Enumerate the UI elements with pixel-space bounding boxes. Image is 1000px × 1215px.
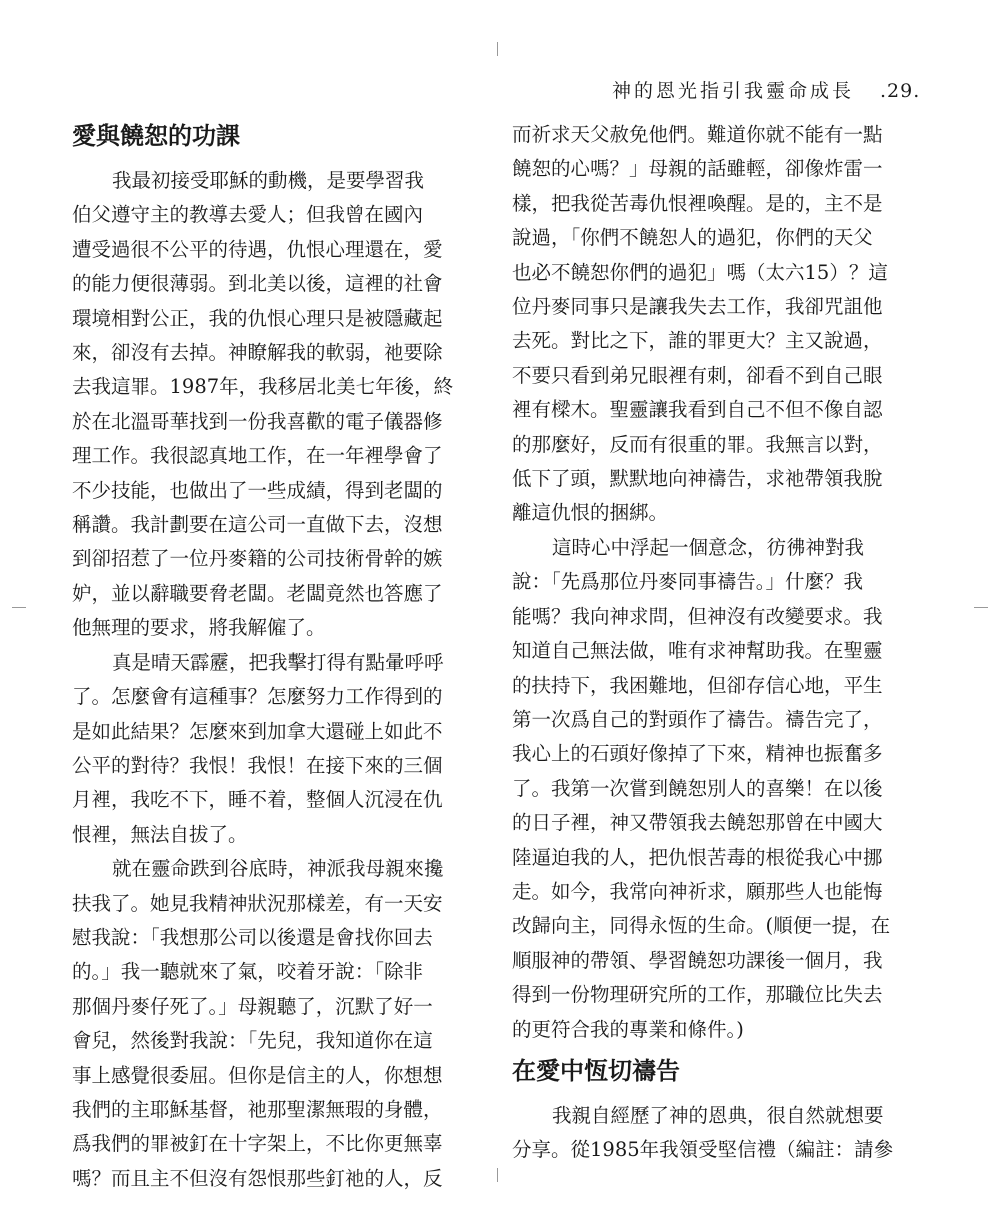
text-line: 了。怎麼會有這種事？怎麼努力工作得到的 <box>72 685 443 709</box>
text-line: 樣，把我從苦毒仇恨裡喚醒。是的，主不是 <box>512 191 883 215</box>
text-line: 事上感覺很委屈。但你是信主的人，你想想 <box>72 1063 443 1087</box>
text-line: 公平的對待？我恨！我恨！在接下來的三個 <box>72 753 443 777</box>
running-title: 神的恩光指引我靈命成長 <box>612 80 855 102</box>
text-line: 真是晴天霹靂，把我擊打得有點暈呼呼 <box>112 650 444 674</box>
text-line: 不少技能，也做出了一些成績，得到老闆的 <box>72 478 443 502</box>
text-line: 於在北溫哥華找到一份我喜歡的電子儀器修 <box>72 409 443 433</box>
text-line: 知道自己無法做，唯有求神幫助我。在聖靈 <box>512 639 883 663</box>
text-line: 也必不饒恕你們的過犯」嗎（太六15）？這 <box>512 260 888 284</box>
text-line: 分享。從1985年我領受堅信禮（編註：請參 <box>512 1138 894 1162</box>
section-heading-forgiveness: 愛與饒恕的功課 <box>72 122 240 150</box>
text-line: 而祈求天父赦免他們。難道你就不能有一點 <box>512 123 883 146</box>
text-line: 我親自經歷了神的恩典，很自然就想要 <box>552 1103 884 1127</box>
right-after-paragraphs <box>512 1099 922 1168</box>
text-line: 會兒，然後對我說：「先兒，我知道你在這 <box>72 1029 433 1053</box>
text-line: 環境相對公正，我的仇恨心理只是被隱藏起 <box>72 306 443 330</box>
text-line: 說過，「你們不饒恕人的過犯，你們的天父 <box>512 226 873 250</box>
text-line: 我最初接受耶穌的動機，是要學習我 <box>112 169 425 192</box>
text-line: 裡有樑木。聖靈讓我看到自己不但不像自認 <box>512 398 883 422</box>
text-line: 說：「先爲那位丹麥同事禱告。」什麼？我 <box>512 570 864 594</box>
text-line: 得到一份物理研究所的工作，那職位比失去 <box>512 983 883 1007</box>
text-line: 稱讚。我計劃要在這公司一直做下去，沒想 <box>72 513 443 537</box>
text-line: 低下了頭，默默地向神禱告，求祂帶領我脫 <box>512 467 883 491</box>
right-column <box>512 118 922 1168</box>
text-line: 的日子裡，神又帶領我去饒恕那曾在中國大 <box>512 811 883 835</box>
page-number: .29. <box>880 80 921 102</box>
paragraph <box>512 1099 922 1168</box>
paragraph <box>512 531 922 1047</box>
text-line: 能嗎？我向神求問，但神沒有改變要求。我 <box>512 604 883 628</box>
text-line: 那個丹麥仔死了。」母親聽了，沉默了好一 <box>72 994 433 1018</box>
registration-mark-left <box>12 607 26 608</box>
text-line: 順服神的帶領、學習饒恕功課後一個月，我 <box>512 948 883 972</box>
right-paragraphs <box>512 118 922 1047</box>
text-line: 是如此結果？怎麼來到加拿大還碰上如此不 <box>72 719 443 743</box>
text-line: 去死。對比之下，誰的罪更大？主又說過， <box>512 329 883 353</box>
registration-mark-bottom <box>497 1168 498 1182</box>
left-column <box>72 118 482 1196</box>
text-line: 嗎？而且主不但沒有怨恨那些釘祂的人，反 <box>72 1166 443 1190</box>
text-line: 的。」我一聽就來了氣，咬着牙說：「除非 <box>72 960 424 984</box>
text-line: 慰我說：「我想那公司以後還是會找你回去 <box>72 925 433 949</box>
left-paragraphs <box>72 164 482 1196</box>
text-line: 去我這罪。1987年，我移居北美七年後，終 <box>72 375 454 399</box>
text-line: 的那麼好，反而有很重的罪。我無言以對， <box>512 432 883 456</box>
text-line: 陸逼迫我的人，把仇恨苦毒的根從我心中挪 <box>512 845 883 869</box>
text-line: 不要只看到弟兄眼裡有刺，卻看不到自己眼 <box>512 363 883 387</box>
text-line: 的能力便很薄弱。到北美以後，這裡的社會 <box>72 272 443 296</box>
text-line: 走。如今，我常向神祈求，願那些人也能悔 <box>512 879 883 903</box>
registration-mark-top <box>497 42 498 56</box>
text-line: 爲我們的罪被釘在十字架上，不比你更無辜 <box>72 1132 443 1156</box>
text-line: 的扶持下，我困難地，但卻存信心地，平生 <box>512 673 883 697</box>
text-line: 就在靈命跌到谷底時，神派我母親來攙 <box>112 857 444 881</box>
text-line: 這時心中浮起一個意念，彷彿神對我 <box>552 535 865 559</box>
text-line: 到卻招惹了一位丹麥籍的公司技術骨幹的嫉 <box>72 547 443 571</box>
text-line: 伯父遵守主的教導去愛人；但我曾在國內 <box>72 203 424 227</box>
text-line: 饒恕的心嗎？」母親的話雖輕，卻像炸雷一 <box>512 157 883 181</box>
text-line: 我心上的石頭好像掉了下來，精神也振奮多 <box>512 742 883 766</box>
text-line: 月裡，我吃不下，睡不着，整個人沉浸在仇 <box>72 788 443 812</box>
text-line: 妒，並以辭職要脅老闆。老闆竟然也答應了 <box>72 581 443 605</box>
text-line: 了。我第一次嘗到饒恕別人的喜樂！在以後 <box>512 776 883 800</box>
section-heading-prayer: 在愛中恆切禱告 <box>512 1056 680 1085</box>
text-line: 來，卻沒有去掉。神瞭解我的軟弱，祂要除 <box>72 341 443 365</box>
paragraph <box>72 164 482 646</box>
paragraph <box>72 852 482 1196</box>
running-header <box>612 76 921 103</box>
registration-mark-right <box>974 607 988 608</box>
text-line: 離這仇恨的捆綁。 <box>512 501 669 525</box>
text-line: 我們的主耶穌基督，祂那聖潔無瑕的身體， <box>72 1097 443 1121</box>
text-line: 改歸向主，同得永恆的生命。(順便一提，在 <box>512 914 891 938</box>
text-line: 扶我了。她見我精神狀況那樣差，有一天安 <box>72 891 443 915</box>
text-line: 恨裡，無法自拔了。 <box>72 822 248 846</box>
text-line: 他無理的要求，將我解僱了。 <box>72 616 326 640</box>
text-line: 的更符合我的專業和條件。) <box>512 1017 744 1041</box>
text-line: 位丹麥同事只是讓我失去工作，我卻咒詛他 <box>512 295 883 319</box>
paragraph <box>512 118 922 531</box>
text-line: 遭受過很不公平的待遇，仇恨心理還在，愛 <box>72 237 443 261</box>
paragraph <box>72 646 482 852</box>
text-line: 理工作。我很認真地工作，在一年裡學會了 <box>72 444 443 468</box>
text-line: 第一次爲自己的對頭作了禱告。禱告完了， <box>512 707 883 731</box>
